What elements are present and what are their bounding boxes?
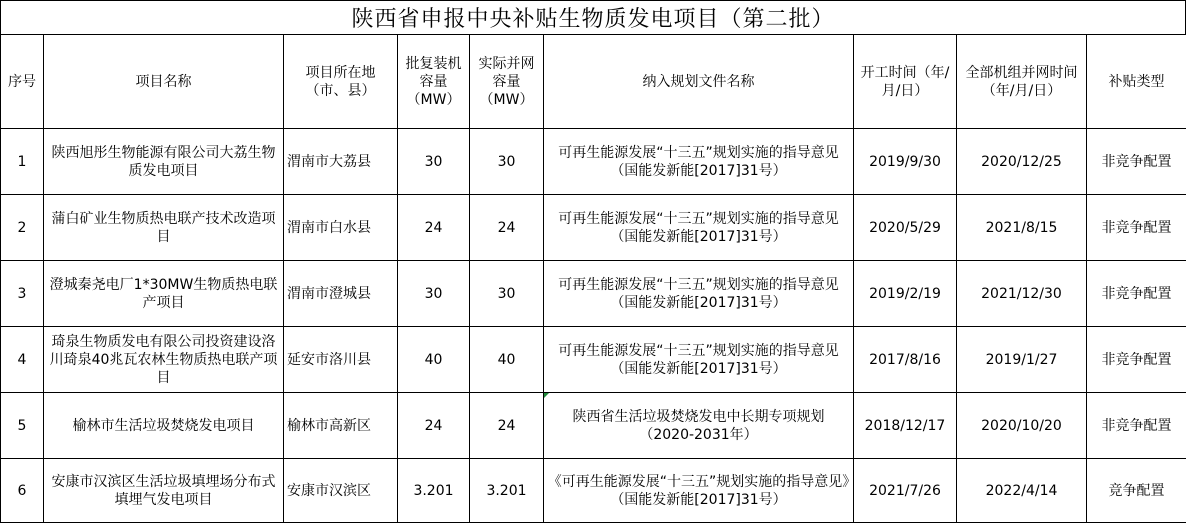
row-grid-date: 2020/12/25 <box>957 129 1087 195</box>
row-start-date: 2019/2/19 <box>854 261 957 327</box>
table-row <box>1 195 1186 261</box>
row-plan-document: 可再生能源发展“十三五”规划实施的指导意见（国能发新能[2017]31号） <box>544 195 854 261</box>
row-no: 2 <box>1 195 44 261</box>
row-subsidy-type: 非竞争配置 <box>1087 129 1186 195</box>
header-subsidy-type: 补贴类型 <box>1087 35 1186 129</box>
row-location: 渭南市白水县 <box>284 195 398 261</box>
row-start-date: 2021/7/26 <box>854 459 957 523</box>
row-actual-capacity: 40 <box>470 327 544 393</box>
row-plan-document: 陕西省生活垃圾焚烧发电中长期专项规划（2020-2031年） <box>544 393 854 459</box>
table-row <box>1 459 1186 523</box>
row-no: 6 <box>1 459 44 523</box>
row-approved-capacity: 30 <box>398 129 470 195</box>
row-grid-date: 2022/4/14 <box>957 459 1087 523</box>
row-project-name: 陕西旭彤生物能源有限公司大荔生物质发电项目 <box>44 129 284 195</box>
table-row <box>1 261 1186 327</box>
row-actual-capacity: 30 <box>470 129 544 195</box>
header-location: 项目所在地（市、县） <box>284 35 398 129</box>
row-subsidy-type: 非竞争配置 <box>1087 327 1186 393</box>
row-location: 安康市汉滨区 <box>284 459 398 523</box>
row-subsidy-type: 非竞争配置 <box>1087 195 1186 261</box>
row-start-date: 2017/8/16 <box>854 327 957 393</box>
row-no: 5 <box>1 393 44 459</box>
header-name: 项目名称 <box>44 35 284 129</box>
page-title: 陕西省申报中央补贴生物质发电项目（第二批） <box>0 0 1186 35</box>
table-row <box>1 327 1186 393</box>
row-project-name: 琦泉生物质发电有限公司投资建设洛川琦泉40兆瓦农林生物质热电联产项目 <box>44 327 284 393</box>
row-no: 4 <box>1 327 44 393</box>
row-start-date: 2018/12/17 <box>854 393 957 459</box>
row-project-name: 蒲白矿业生物质热电联产技术改造项目 <box>44 195 284 261</box>
row-approved-capacity: 30 <box>398 261 470 327</box>
row-location: 榆林市高新区 <box>284 393 398 459</box>
header-start-date: 开工时间（年/月/日） <box>854 35 957 129</box>
row-no: 1 <box>1 129 44 195</box>
row-grid-date: 2021/12/30 <box>957 261 1087 327</box>
row-project-name: 安康市汉滨区生活垃圾填埋场分布式填埋气发电项目 <box>44 459 284 523</box>
row-subsidy-type: 竞争配置 <box>1087 459 1186 523</box>
header-grid-date: 全部机组并网时间（年/月/日） <box>957 35 1087 129</box>
row-location: 渭南市大荔县 <box>284 129 398 195</box>
row-no: 3 <box>1 261 44 327</box>
row-approved-capacity: 3.201 <box>398 459 470 523</box>
row-actual-capacity: 30 <box>470 261 544 327</box>
row-project-name: 澄城秦尧电厂1*30MW生物质热电联产项目 <box>44 261 284 327</box>
row-subsidy-type: 非竞争配置 <box>1087 261 1186 327</box>
row-actual-capacity: 24 <box>470 195 544 261</box>
row-start-date: 2019/9/30 <box>854 129 957 195</box>
header-plan-document: 纳入规划文件名称 <box>544 35 854 129</box>
projects-table <box>0 34 1186 523</box>
row-project-name: 榆林市生活垃圾焚烧发电项目 <box>44 393 284 459</box>
row-approved-capacity: 24 <box>398 393 470 459</box>
table-header-row <box>1 35 1186 129</box>
row-actual-capacity: 3.201 <box>470 459 544 523</box>
row-actual-capacity: 24 <box>470 393 544 459</box>
row-plan-document: 可再生能源发展“十三五”规划实施的指导意见（国能发新能[2017]31号） <box>544 129 854 195</box>
row-location: 渭南市澄城县 <box>284 261 398 327</box>
header-actual-capacity: 实际并网容量（MW） <box>470 35 544 129</box>
row-location: 延安市洛川县 <box>284 327 398 393</box>
table-row <box>1 129 1186 195</box>
row-start-date: 2020/5/29 <box>854 195 957 261</box>
table-row <box>1 393 1186 459</box>
row-plan-document: 可再生能源发展“十三五”规划实施的指导意见（国能发新能[2017]31号） <box>544 327 854 393</box>
row-grid-date: 2021/8/15 <box>957 195 1087 261</box>
row-approved-capacity: 40 <box>398 327 470 393</box>
header-approved-capacity: 批复装机容量（MW） <box>398 35 470 129</box>
header-no: 序号 <box>1 35 44 129</box>
row-subsidy-type: 非竞争配置 <box>1087 393 1186 459</box>
row-plan-document: 可再生能源发展“十三五”规划实施的指导意见（国能发新能[2017]31号） <box>544 261 854 327</box>
row-grid-date: 2020/10/20 <box>957 393 1087 459</box>
row-grid-date: 2019/1/27 <box>957 327 1087 393</box>
row-approved-capacity: 24 <box>398 195 470 261</box>
row-plan-document: 《可再生能源发展“十三五”规划实施的指导意见》（国能发新能[2017]31号） <box>544 459 854 523</box>
